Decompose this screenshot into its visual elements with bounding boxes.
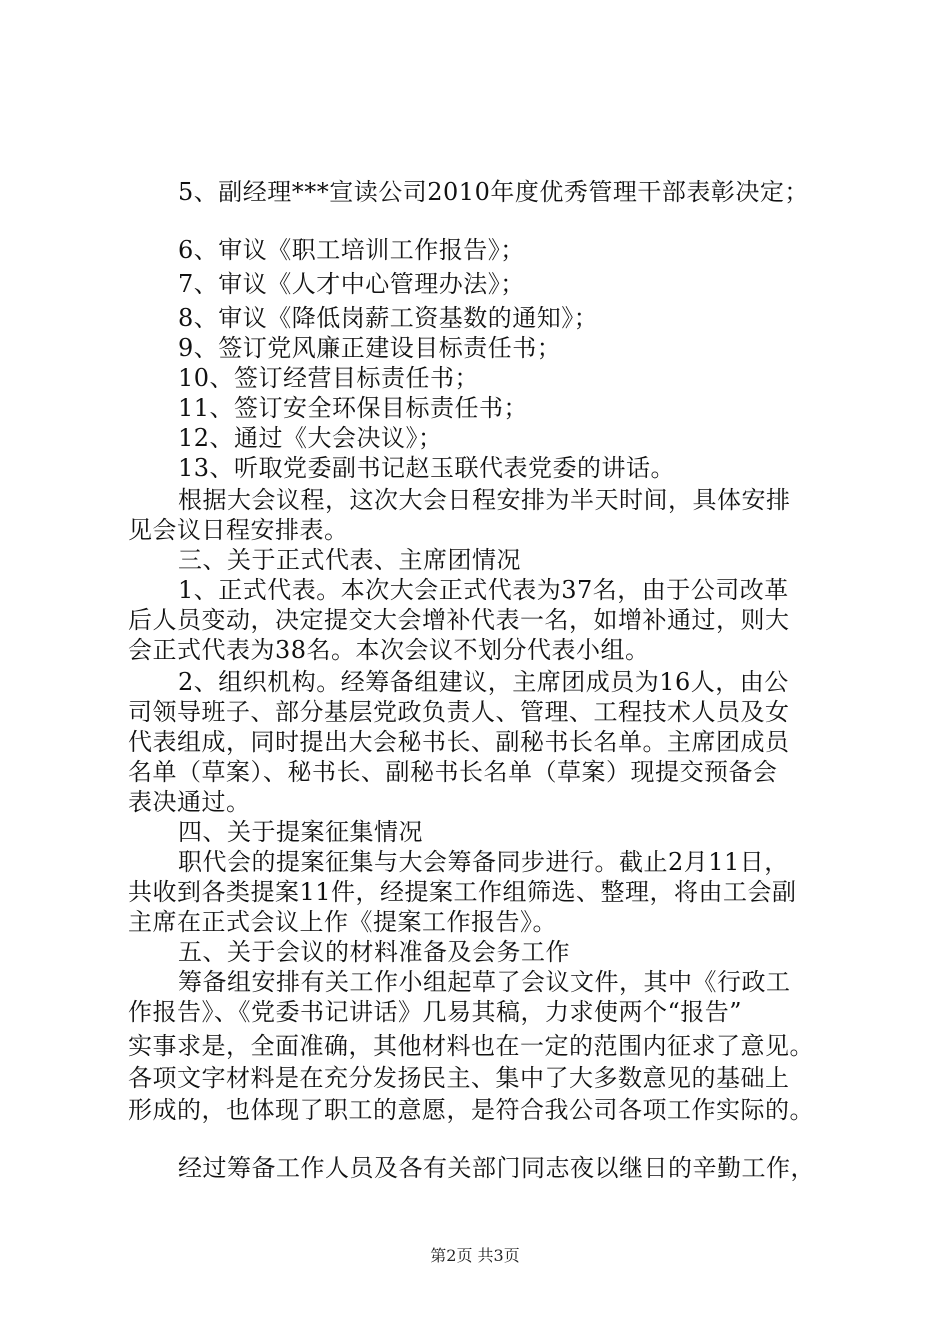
paragraph-line: 1、正式代表。本次大会正式代表为37名，由于公司改革 bbox=[178, 576, 789, 604]
agenda-item-6: 6、审议《职工培训工作报告》； bbox=[178, 236, 525, 264]
paragraph-line: 实事求是，全面准确，其他材料也在一定的范围内征求了意见。 bbox=[128, 1032, 814, 1060]
paragraph-line: 共收到各类提案11件，经提案工作组筛选、整理，将由工会副 bbox=[128, 878, 797, 906]
paragraph-line: 职代会的提案征集与大会筹备同步进行。截止2月11日， bbox=[178, 848, 789, 876]
paragraph-line: 主席在正式会议上作《提案工作报告》。 bbox=[128, 908, 557, 936]
paragraph-line: 作报告》、《党委书记讲话》几易其稿，力求使两个“报告” bbox=[128, 998, 743, 1026]
paragraph-line: 形成的，也体现了职工的意愿，是符合我公司各项工作实际的。 bbox=[128, 1096, 814, 1124]
section-heading: 五、关于会议的材料准备及会务工作 bbox=[178, 938, 570, 966]
agenda-item-7: 7、审议《人才中心管理办法》； bbox=[178, 270, 525, 298]
paragraph-line: 表决通过。 bbox=[128, 788, 251, 816]
paragraph-line: 后人员变动，决定提交大会增补代表一名，如增补通过，则大 bbox=[128, 606, 790, 634]
section-heading: 四、关于提案征集情况 bbox=[178, 818, 423, 846]
paragraph-line: 各项文字材料是在充分发扬民主、集中了大多数意见的基础上 bbox=[128, 1064, 790, 1092]
paragraph-line: 经过筹备工作人员及各有关部门同志夜以继日的辛勤工作， bbox=[178, 1154, 815, 1182]
paragraph-line: 司领导班子、部分基层党政负责人、管理、工程技术人员及女 bbox=[128, 698, 790, 726]
paragraph-line: 筹备组安排有关工作小组起草了会议文件，其中《行政工 bbox=[178, 968, 791, 996]
agenda-item-13: 13、听取党委副书记赵玉联代表党委的讲话。 bbox=[178, 454, 676, 482]
paragraph-line: 2、组织机构。经筹备组建议，主席团成员为16人，由公 bbox=[178, 668, 789, 696]
paragraph-line: 见会议日程安排表。 bbox=[128, 516, 349, 544]
paragraph-line: 根据大会议程，这次大会日程安排为半天时间，具体安排 bbox=[178, 486, 791, 514]
agenda-item-11: 11、签订安全环保目标责任书； bbox=[178, 394, 529, 422]
agenda-item-8: 8、审议《降低岗薪工资基数的通知》； bbox=[178, 304, 599, 332]
section-heading: 三、关于正式代表、主席团情况 bbox=[178, 546, 521, 574]
paragraph-line: 代表组成，同时提出大会秘书长、副秘书长名单。主席团成员 bbox=[128, 728, 790, 756]
paragraph-line: 会正式代表为38名。本次会议不划分代表小组。 bbox=[128, 636, 650, 664]
paragraph-line: 名单（草案）、秘书长、副秘书长名单（草案）现提交预备会 bbox=[128, 758, 778, 786]
agenda-item-10: 10、签订经营目标责任书； bbox=[178, 364, 480, 392]
page-number-footer: 第2页 共3页 bbox=[430, 1246, 520, 1265]
agenda-item-12: 12、通过《大会决议》； bbox=[178, 424, 443, 452]
agenda-item-9: 9、签订党风廉正建设目标责任书； bbox=[178, 334, 562, 362]
agenda-item-5: 5、副经理***宣读公司2010年度优秀管理干部表彰决定； bbox=[178, 178, 809, 206]
